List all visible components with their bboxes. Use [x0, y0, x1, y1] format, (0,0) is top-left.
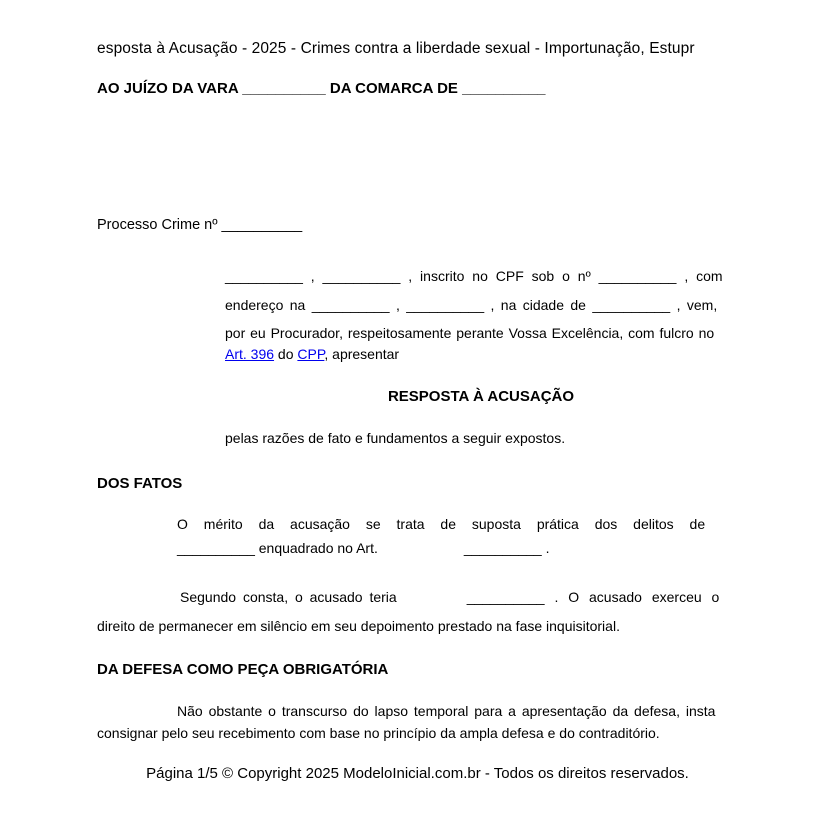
- link-art-396[interactable]: Art. 396: [225, 346, 275, 362]
- qualification-line-3: por eu Procurador, respeitosamente perante Vossa Excelência, com fulcro no: [225, 325, 715, 341]
- defense-paragraph-line-2: consignar pelo seu recebimento com base no princípio da ampla defesa e do contraditório.: [97, 725, 660, 741]
- facts-paragraph2-line-1: [180, 589, 719, 605]
- defense-paragraph-line-1: Não obstante o transcurso do lapso temporal para a apresentação da defesa, insta: [177, 703, 716, 719]
- page-footer-copyright: Página 1/5 © Copyright 2025 ModeloInicial.com.br - Todos os direitos reservados.: [146, 765, 689, 782]
- section-heading-dos-fatos: DOS FATOS: [97, 475, 183, 492]
- main-heading-resposta: RESPOSTA À ACUSAÇÃO: [387, 388, 575, 405]
- facts2-line-1-right: __________ . O acusado exerceu o: [466, 589, 720, 605]
- qualification-line-2: endereço na __________ , __________ , na cidade de __________ , vem,: [225, 297, 718, 313]
- facts-line-2-right: __________ .: [463, 540, 550, 556]
- facts2-line-1-left: Segundo consta, o acusado teria: [180, 589, 397, 605]
- blank-gap: [378, 552, 464, 553]
- facts-paragraph-line-1: O mérito da acusação se trata de suposta prática dos delitos de: [177, 516, 706, 532]
- qualification-line-4-mid: do: [274, 346, 298, 362]
- facts-paragraph2-line-2: direito de permanecer em silêncio em seu depoimento prestado na fase inquisitorial.: [97, 618, 620, 634]
- section-heading-da-defesa: DA DEFESA COMO PEÇA OBRIGATÓRIA: [97, 661, 389, 678]
- link-cpp[interactable]: CPP: [297, 346, 325, 362]
- document-title: esposta à Acusação - 2025 - Crimes contra a liberdade sexual - Importunação, Estupr: [97, 40, 695, 57]
- blank-gap: [397, 601, 467, 602]
- qualification-line-1: __________ , __________ , inscrito no CPF sob o nº __________ , com: [225, 268, 723, 284]
- process-number-line: Processo Crime nº __________: [97, 217, 303, 233]
- qualification-line-4: [225, 346, 399, 362]
- reasons-line: pelas razões de fato e fundamentos a seguir expostos.: [225, 430, 566, 446]
- court-addressing-line: AO JUÍZO DA VARA __________ DA COMARCA DE __________: [97, 80, 546, 97]
- facts-paragraph-line-2: [177, 540, 550, 556]
- qualification-line-4-tail: , apresentar: [324, 346, 400, 362]
- facts-line-2-left: __________ enquadrado no Art.: [177, 540, 378, 556]
